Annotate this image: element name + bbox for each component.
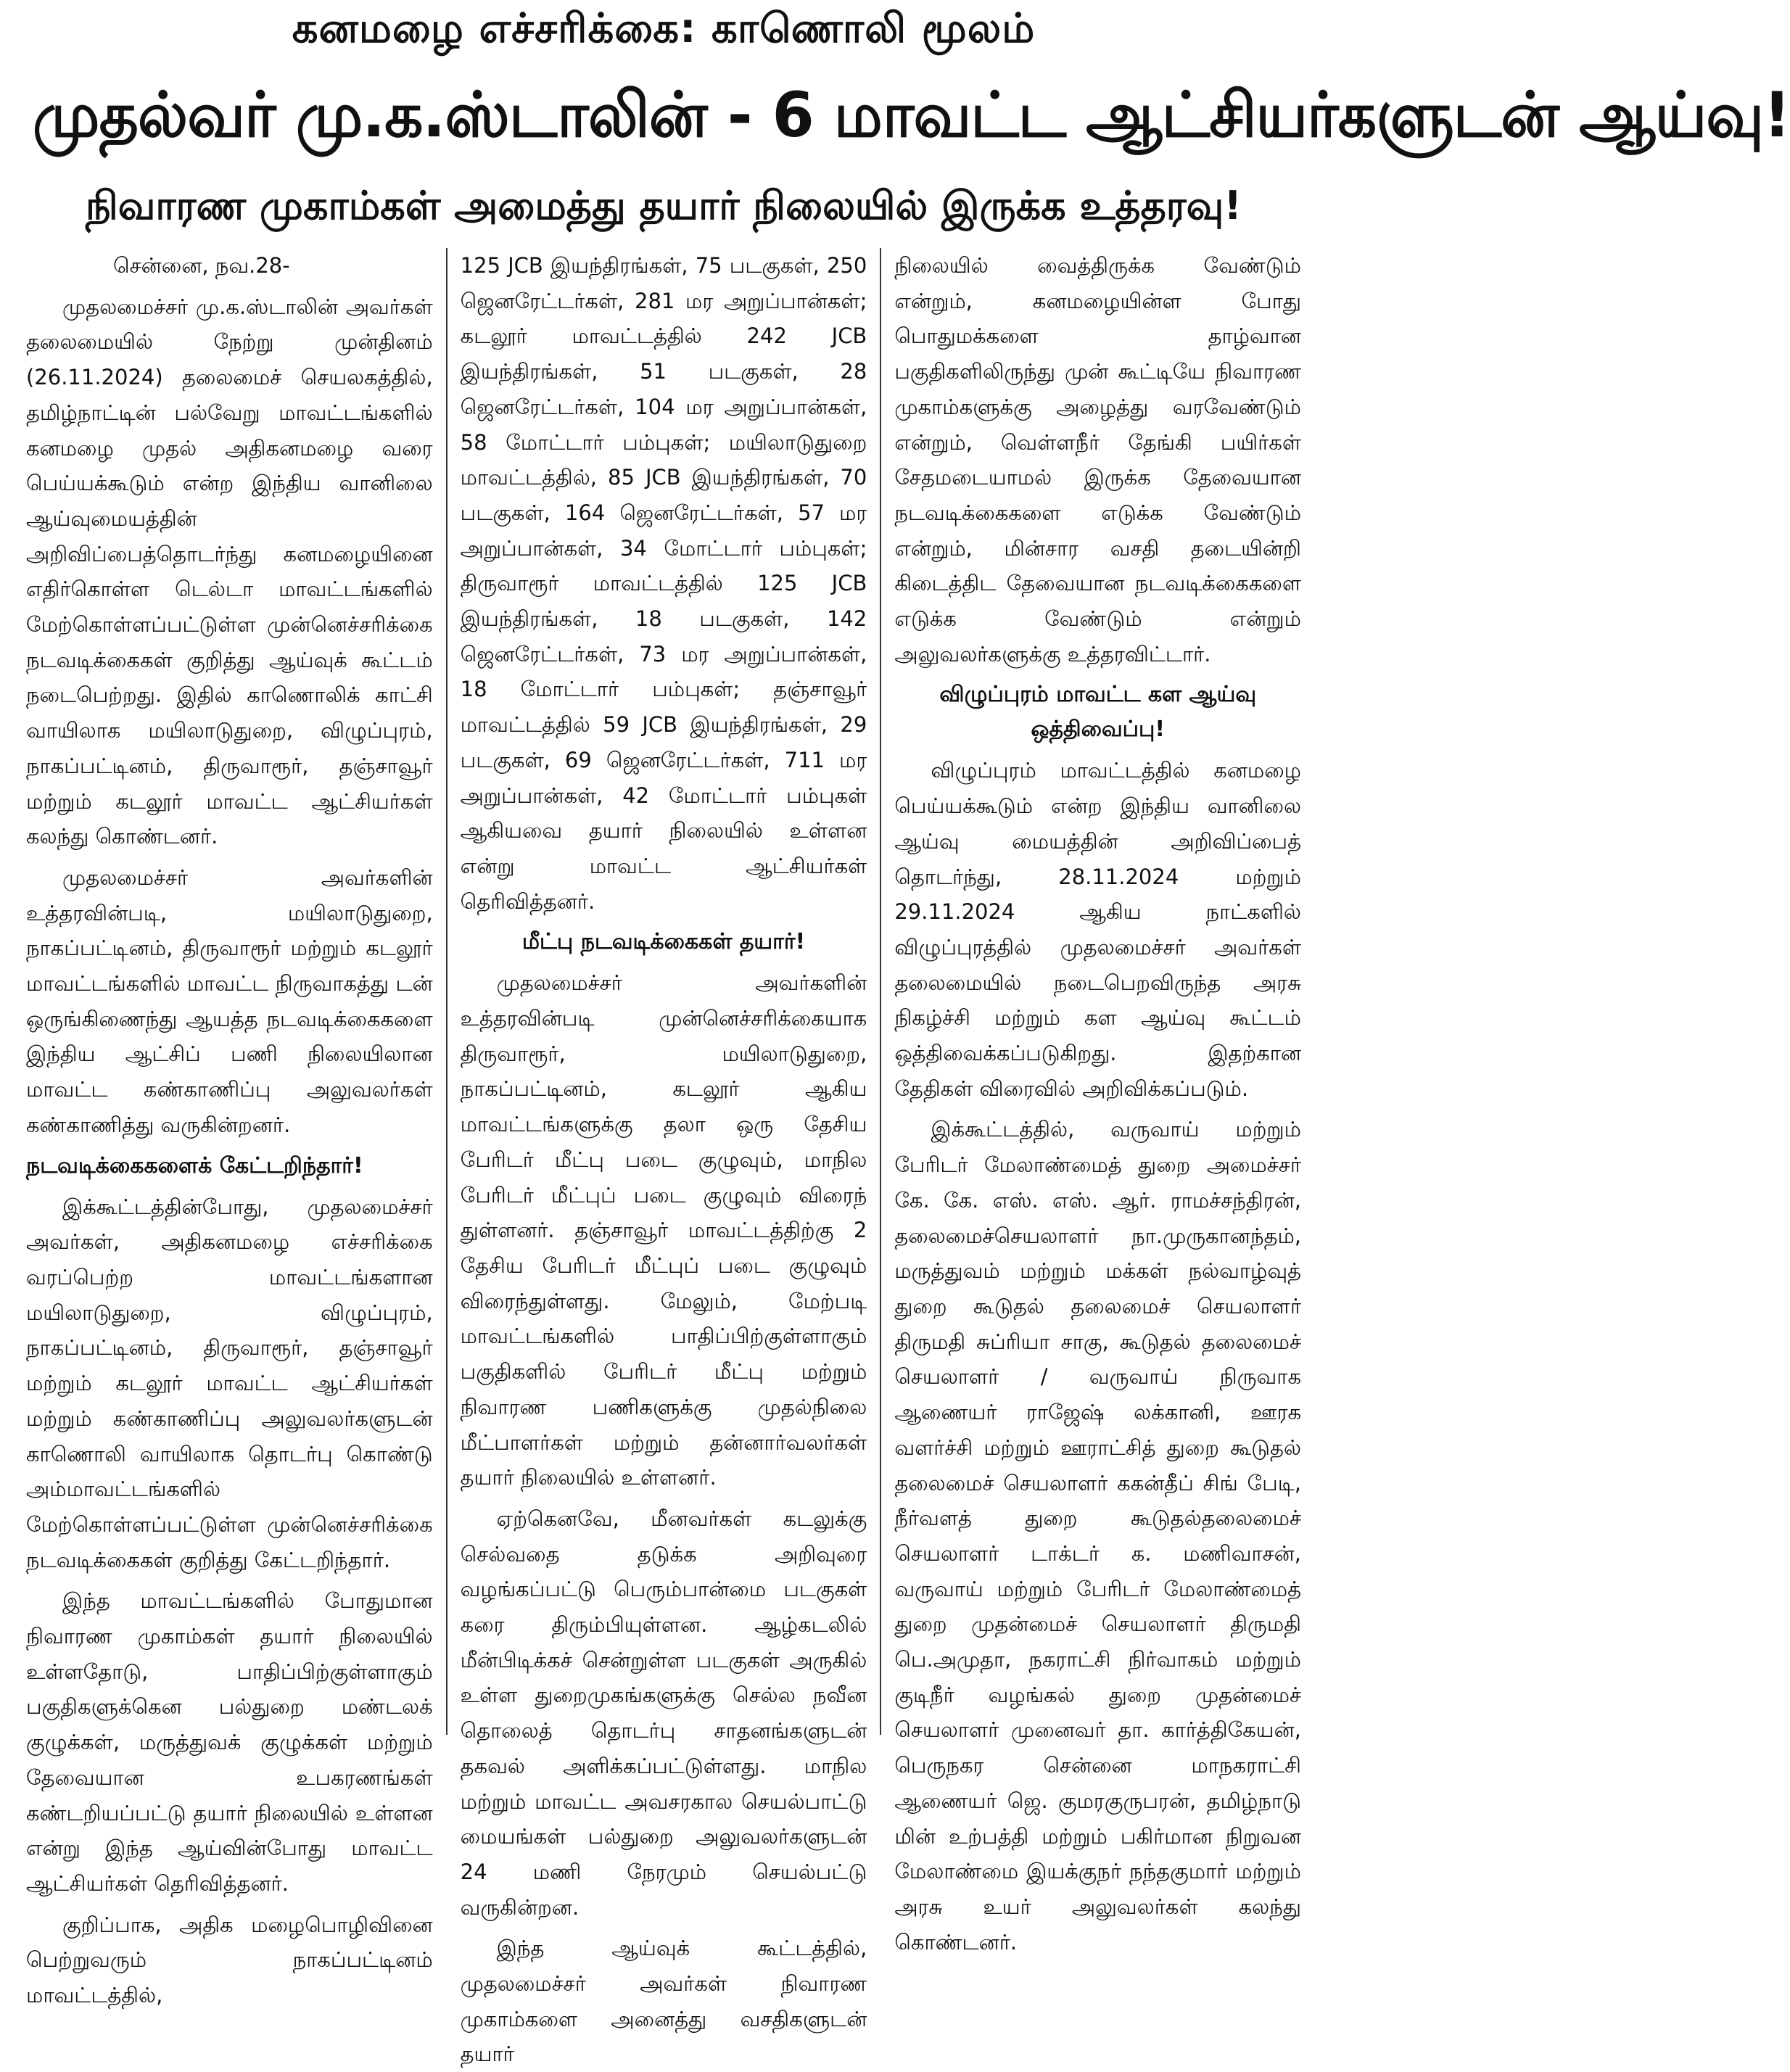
paragraph: இந்த மாவட்டங்களில் போதுமான நிவாரண முகாம்கள் தயார் நிலையில் உள்ளதோடு, பாதிப்பிற்குள்ளாகும் பகுதிகளுக்கென பல்துறை மண்டலக் குழுக்கள், மருத்துவக் குழுக்கள் மற்றும் தேவையான உபகரணங்கள் கண்டறியப்பட்டு தயார் நிலையில் உள்ளன என்று இந்த ஆய்வின்போது மாவட்ட ஆட்சியர்கள் தெரிவித்தனர். [26, 1588, 433, 1896]
paragraph: இக்கூட்டத்தில், வருவாய் மற்றும் பேரிடர் மேலாண்மைத் துறை அமைச்சர் கே. கே. எஸ். எஸ். ஆர். ராமச்சந்திரன், தலைமைச்செயலாளர் நா.முருகானந்தம், மருத்துவம் மற்றும் மக்கள் நல்வாழ்வுத் துறை கூடுதல் தலைமைச் செயலாளர் திருமதி சுப்ரியா சாகு, கூடுதல் தலைமைச் செயலாளர் / வருவாய் நிருவாக ஆணையர் ராஜேஷ் லக்கானி, ஊரக வளர்ச்சி மற்றும் ஊராட்சித் துறை கூடுதல் தலைமைச் செயலாளர் ககன்தீப் சிங் பேடி, நீர்வளத் துறை கூடுதல்தலைமைச் செயலாளர் டாக்டர் க. மணிவாசன், வருவாய் மற்றும் பேரிடர் மேலாண்மைத் துறை முதன்மைச் செயலாளர் திருமதி பெ.அமுதா, நகராட்சி நிர்வாகம் மற்றும் குடிநீர் வழங்கல் துறை முதன்மைச் செயலாளர் முனைவர் தா. கார்த்திகேயன், பெருநகர சென்னை மாநகராட்சி ஆணையர் ஜெ. குமரகுருபரன், தமிழ்நாடு மின் உற்பத்தி மற்றும் பகிர்மான நிறுவன மேலாண்மை இயக்குநர் நந்தகுமார் மற்றும் அரசு உயர் அலுவலர்கள் கலந்து கொண்டனர். [894, 1117, 1302, 1955]
column-3 [880, 248, 1314, 1955]
headline: முதல்வர் மு.க.ஸ்டாலின் - 6 மாவட்ட ஆட்சியர்களுடன் ஆய்வு! [32, 79, 1790, 152]
paragraph: குறிப்பாக, அதிக மழைபொழிவினை பெற்றுவரும் நாகப்பட்டினம் மாவட்டத்தில், [26, 1912, 433, 2008]
kicker-line: கனமழை எச்சரிக்கை: காணொலி மூலம் [292, 5, 1036, 52]
article-columns [13, 248, 1314, 2067]
section-heading: விழுப்புரம் மாவட்ட கள ஆய்வு ஒத்திவைப்பு! [939, 682, 1257, 743]
paragraph: முதலமைச்சர் அவர்களின் உத்தரவின்படி முன்னெச்சரிக்கையாக திருவாரூர், மயிலாடுதுறை, நாகப்பட்டினம், கடலூர் ஆகிய மாவட்டங்களுக்கு தலா ஒரு தேசிய பேரிடர் மீட்பு படை குழுவும், மாநில பேரிடர் மீட்புப் படை குழுவும் விரைந் துள்ளனர். தஞ்சாவூர் மாவட்டத்திற்கு 2 தேசிய பேரிடர் மீட்புப் படை குழுவும் விரைந்துள்ளது. மேலும், மேற்படி மாவட்டங்களில் பாதிப்பிற்குள்ளாகும் பகுதிகளில் பேரிடர் மீட்பு மற்றும் நிவாரண பணிகளுக்கு முதல்நிலை மீட்பாளர்கள் மற்றும் தன்னார்வலர்கள் தயார் நிலையில் உள்ளனர். [460, 970, 867, 1490]
column-1 [13, 248, 446, 2008]
section-heading: நடவடிக்கைகளைக் கேட்டறிந்தார்! [26, 1152, 363, 1179]
paragraph: விழுப்புரம் மாவட்டத்தில் கனமழை பெய்யக்கூடும் என்ற இந்திய வானிலை ஆய்வு மையத்தின் அறிவிப்பைத் தொடர்ந்து, 28.11.2024 மற்றும் 29.11.2024 ஆகிய நாட்களில் விழுப்புரத்தில் முதலமைச்சர் அவர்கள் தலைமையில் நடைபெறவிருந்த அரசு நிகழ்ச்சி மற்றும் கள ஆய்வு கூட்டம் ஒத்திவைக்கப்படுகிறது. இதற்கான தேதிகள் விரைவில் அறிவிக்கப்படும். [894, 758, 1302, 1101]
paragraph: 125 JCB இயந்திரங்கள், 75 படகுகள், 250 ஜெனரேட்டர்கள், 281 மர அறுப்பான்கள்; கடலூர் மாவட்டத்தில் 242 JCB இயந்திரங்கள், 51 படகுகள், 28 ஜெனரேட்டர்கள், 104 மர அறுப்பான்கள், 58 மோட்டார் பம்புகள்; மயிலாடுதுறை மாவட்டத்தில், 85 JCB இயந்திரங்கள், 70 படகுகள், 164 ஜெனரேட்டர்கள், 57 மர அறுப்பான்கள், 34 மோட்டார் பம்புகள்; திருவாரூர் மாவட்டத்தில் 125 JCB இயந்திரங்கள், 18 படகுகள், 142 ஜெனரேட்டர்கள், 73 மர அறுப்பான்கள், 18 மோட்டார் பம்புகள்; தஞ்சாவூர் மாவட்டத்தில் 59 JCB இயந்திரங்கள், 29 படகுகள், 69 ஜெனரேட்டர்கள், 711 மர அறுப்பான்கள், 42 மோட்டார் பம்புகள் ஆகியவை தயார் நிலையில் உள்ளன என்று மாவட்ட ஆட்சியர்கள் தெரிவித்தனர். [460, 253, 867, 914]
dateline: சென்னை, நவ.28- [113, 253, 290, 278]
paragraph: இக்கூட்டத்தின்போது, முதலமைச்சர் அவர்கள், அதிகனமழை எச்சரிக்கை வரப்பெற்ற மாவட்டங்களான மயிலாடுதுறை, விழுப்புரம், நாகப்பட்டினம், திருவாரூர், தஞ்சாவூர் மற்றும் கடலூர் மாவட்ட ஆட்சியர்கள் மற்றும் கண்காணிப்பு அலுவலர்களுடன் காணொலி வாயிலாக தொடர்பு கொண்டு அம்மாவட்டங்களில் மேற்கொள்ளப்பட்டுள்ள முன்னெச்சரிக்கை நடவடிக்கைகள் குறித்து கேட்டறிந்தார். [26, 1194, 433, 1572]
column-2 [446, 248, 880, 2067]
paragraph: நிலையில் வைத்திருக்க வேண்டும் என்றும், கனமழையின்ள போது பொதுமக்களை தாழ்வான பகுதிகளிலிருந்து முன் கூட்டியே நிவாரண முகாம்களுக்கு அழைத்து வரவேண்டும் என்றும், வெள்ளநீர் தேங்கி பயிர்கள் சேதமடையாமல் இருக்க தேவையான நடவடிக்கைகளை எடுக்க வேண்டும் என்றும், மின்சார வசதி தடையின்றி கிடைத்திட தேவையான நடவடிக்கைகளை எடுக்க வேண்டும் என்றும் அலுவலர்களுக்கு உத்தரவிட்டார். [894, 253, 1302, 666]
paragraph: முதலமைச்சர் அவர்களின் உத்தரவின்படி, மயிலாடுதுறை, நாகப்பட்டினம், திருவாரூர் மற்றும் கடலூர் மாவட்டங்களில் மாவட்ட நிருவாகத்து டன் ஒருங்கிணைந்து ஆயத்த நடவடிக்கைகளை இந்திய ஆட்சிப் பணி நிலையிலான மாவட்ட கண்காணிப்பு அலுவலர்கள் கண்காணித்து வருகின்றனர். [26, 864, 433, 1137]
paragraph: ஏற்கெனவே, மீனவர்கள் கடலுக்கு செல்வதை தடுக்க அறிவுரை வழங்கப்பட்டு பெரும்பான்மை படகுகள் கரை திரும்பியுள்ளன. ஆழ்கடலில் மீன்பிடிக்கச் சென்றுள்ள படகுகள் அருகில் உள்ள துறைமுகங்களுக்கு செல்ல நவீன தொலைத் தொடர்பு சாதனங்களுடன் தகவல் அளிக்கப்பட்டுள்ளது. மாநில மற்றும் மாவட்ட அவசரகால செயல்பாட்டு மையங்கள் பல்துறை அலுவலர்களுடன் 24 மணி நேரமும் செயல்பட்டு வருகின்றன. [460, 1506, 867, 1920]
subheadline: நிவாரண முகாம்கள் அமைத்து தயார் நிலையில் இருக்க உத்தரவு! [85, 183, 1242, 228]
section-heading: மீட்பு நடவடிக்கைகள் தயார்! [521, 929, 806, 955]
paragraph: முதலமைச்சர் மு.க.ஸ்டாலின் அவர்கள் தலைமையில் நேற்று முன்தினம் (26.11.2024) தலைமைச் செயலகத்தில், தமிழ்நாட்டின் பல்வேறு மாவட்டங்களில் கனமழை முதல் அதிகனமழை வரை பெய்யக்கூடும் என்ற இந்திய வானிலை ஆய்வுமையத்தின் அறிவிப்பைத்தொடர்ந்து கனமழையினை எதிர்கொள்ள டெல்டா மாவட்டங்களில் மேற்கொள்ளப்பட்டுள்ள முன்னெச்சரிக்கை நடவடிக்கைகள் குறித்து ஆய்வுக் கூட்டம் நடைபெற்றது. இதில் காணொலிக் காட்சி வாயிலாக மயிலாடுதுறை, விழுப்புரம், நாகப்பட்டினம், திருவாரூர், தஞ்சாவூர் மற்றும் கடலூர் மாவட்ட ஆட்சியர்கள் கலந்து கொண்டனர். [26, 294, 433, 849]
paragraph: இந்த ஆய்வுக் கூட்டத்தில், முதலமைச்சர் அவர்கள் நிவாரண முகாம்களை அனைத்து வசதிகளுடன் தயார் [460, 1936, 867, 2067]
